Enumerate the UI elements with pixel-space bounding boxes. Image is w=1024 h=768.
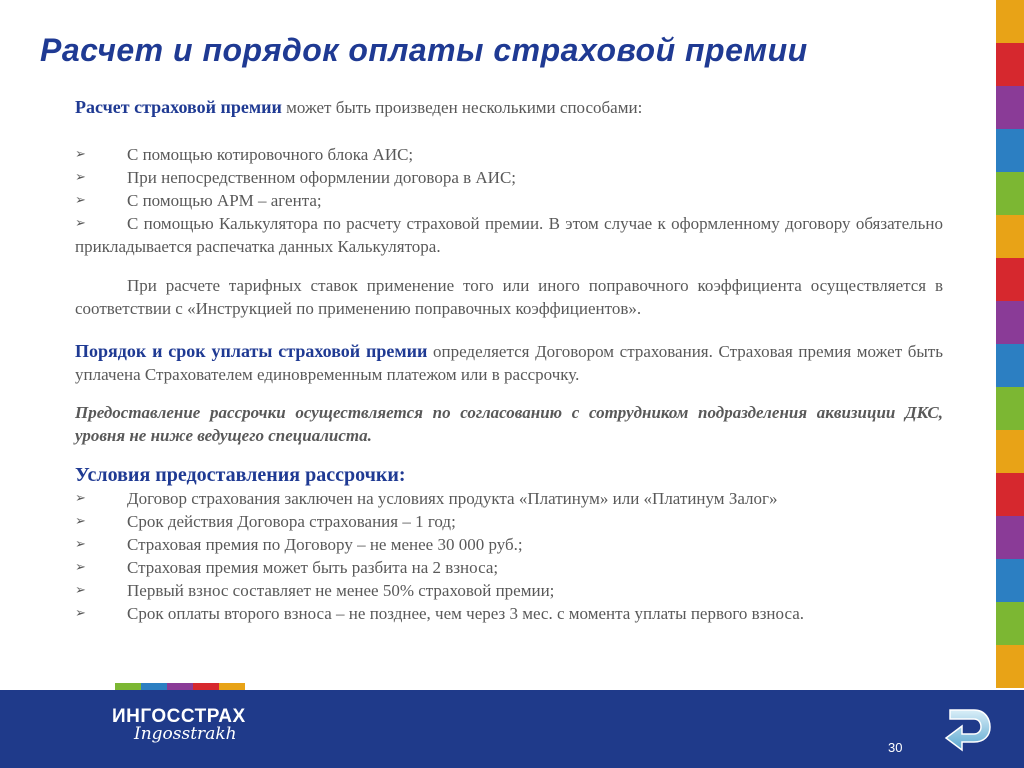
- calc-methods-list: [75, 143, 943, 258]
- coefficient-note: При расчете тарифных ставок применение того или иного поправочного коэффициента осуществляется в соответствии с «Инструкцией по применению поправочных коэффициентов».: [75, 276, 943, 318]
- bullet-arrow-icon: ➢: [75, 216, 86, 231]
- list-item: ➢ Первый взнос составляет не менее 50% страховой премии;: [75, 581, 555, 600]
- calc-intro: [75, 96, 943, 119]
- payment-paragraph: [75, 340, 943, 386]
- bullet-arrow-icon: ➢: [75, 491, 86, 506]
- list-item: ➢ Срок действия Договора страхования – 1 год;: [75, 512, 456, 531]
- payment-bold: Порядок и срок уплаты страховой премии: [75, 341, 428, 361]
- calc-intro-rest: может быть произведен несколькими способами:: [281, 98, 643, 117]
- slide-title: Расчет и порядок оплаты страховой премии: [40, 32, 808, 68]
- list-item: ➢ С помощью котировочного блока АИС;: [75, 145, 414, 164]
- bullet-arrow-icon: ➢: [75, 147, 86, 162]
- logo-wordmark: ИНГОССТРАХ: [112, 706, 246, 727]
- slide-content: [75, 96, 943, 625]
- logo-script: Ingosstrakh: [134, 724, 237, 744]
- list-item: ➢ Страховая премия по Договору – не менее 30 000 руб.;: [75, 535, 523, 554]
- list-item: ➢ С помощью Калькулятора по расчету страховой премии. В этом случае к оформленному договору обязательно прикладывается распечатка данных Калькулятора.: [75, 214, 943, 256]
- page-number: 30: [888, 740, 903, 755]
- decorative-color-stripe: [996, 0, 1024, 690]
- installment-note: Предоставление рассрочки осуществляется по согласованию с сотрудником подразделения аквизиции ДКС, уровня не ниже ведущего специалиста.: [75, 403, 943, 445]
- list-item: ➢ С помощью АРМ – агента;: [75, 191, 322, 210]
- list-item: ➢ Срок оплаты второго взноса – не позднее, чем через 3 мес. с момента уплаты первого взноса.: [75, 604, 804, 623]
- bullet-arrow-icon: ➢: [75, 560, 86, 575]
- list-item: ➢ Договор страхования заключен на условиях продукта «Платинум» или «Платинум Залог»: [75, 489, 778, 508]
- bullet-arrow-icon: ➢: [75, 537, 86, 552]
- bullet-arrow-icon: ➢: [75, 514, 86, 529]
- company-logo: [112, 706, 246, 744]
- bullet-arrow-icon: ➢: [75, 583, 86, 598]
- bullet-arrow-icon: ➢: [75, 170, 86, 185]
- conditions-heading: Условия предоставления рассрочки:: [75, 464, 406, 486]
- bullet-arrow-icon: ➢: [75, 193, 86, 208]
- payment-rest: определяется Договором страхования. Страховая премия может быть уплачена Страхователем единовременным платежом или в рассрочку.: [75, 342, 943, 384]
- footer-color-stripe: [115, 683, 245, 690]
- bullet-arrow-icon: ➢: [75, 606, 86, 621]
- conditions-list: [75, 487, 943, 625]
- return-arrow-icon[interactable]: [940, 702, 994, 756]
- list-item: ➢ Страховая премия может быть разбита на 2 взноса;: [75, 558, 499, 577]
- calc-intro-bold: Расчет страховой премии: [75, 97, 282, 117]
- list-item: ➢ При непосредственном оформлении договора в АИС;: [75, 168, 517, 187]
